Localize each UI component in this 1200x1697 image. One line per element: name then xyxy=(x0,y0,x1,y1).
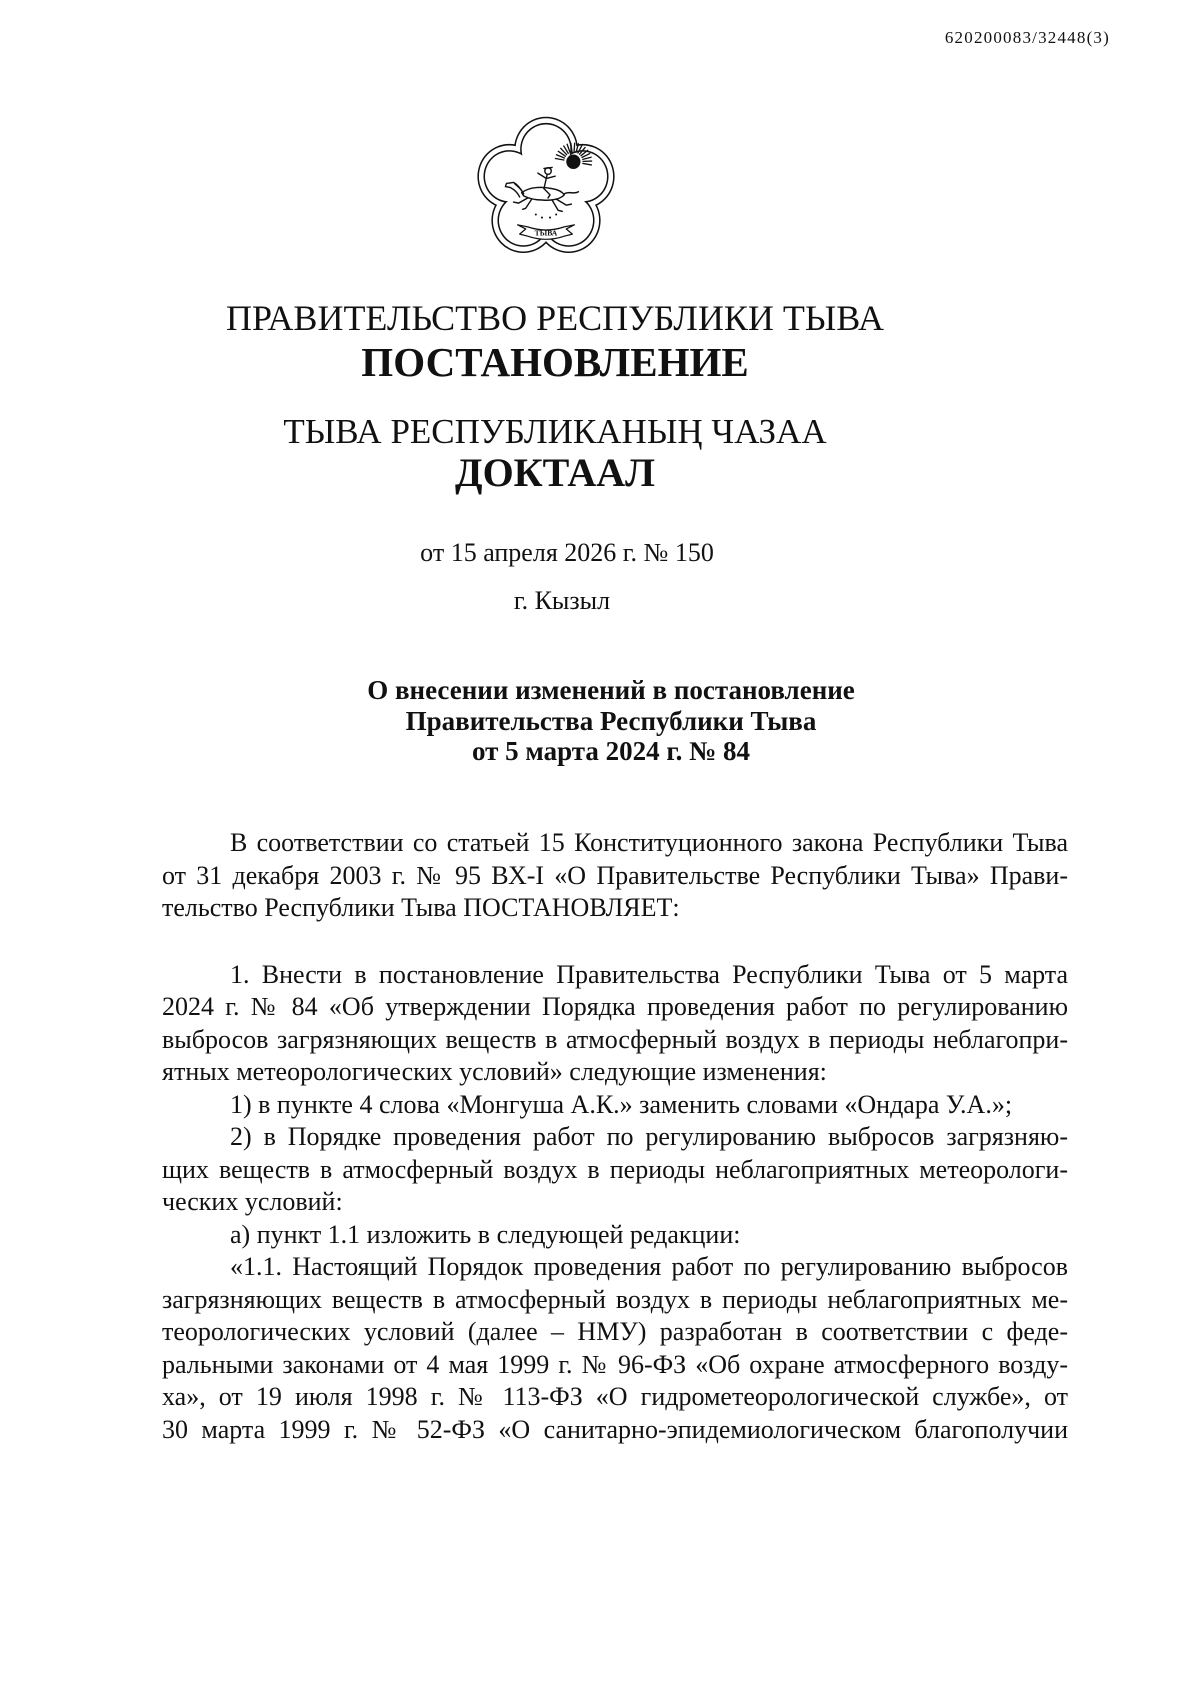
government-name-russian: ПРАВИТЕЛЬСТВО РЕСПУБЛИКИ ТЫВА xyxy=(226,298,884,338)
ornament-dot xyxy=(541,217,543,219)
title-line: от 5 марта 2024 г. № 84 xyxy=(472,736,750,766)
ribbon-text: ТЫВА xyxy=(534,228,558,238)
text-line: загрязняющих веществ в атмосферный воздух в периоды неблагоприятных ме- xyxy=(162,1284,1068,1314)
text-line: ральными законами от 4 мая 1999 г. № 96-ФЗ «Об охране атмосферного возду- xyxy=(162,1349,1068,1379)
title-line: Правительства Республики Тыва xyxy=(405,705,817,736)
text-line: теорологических условий (далее – НМУ) разработан в соответствии с феде- xyxy=(162,1317,1068,1346)
document-type-tuvan: ДОКТААЛ xyxy=(455,450,655,495)
text-line: выбросов загрязняющих веществ в атмосферный воздух в периоды неблагопри- xyxy=(162,1024,1068,1054)
text-line: тельство Республики Тыва ПОСТАНОВЛЯЕТ: xyxy=(162,893,680,922)
coat-of-arms-emblem xyxy=(475,110,617,260)
text-line: 2) в Порядке проведения работ по регулированию выбросов загрязняю- xyxy=(230,1122,1068,1151)
paragraph-quoted-1-1 xyxy=(162,1251,1068,1446)
document-reference-number: 620200083/32448(3) xyxy=(944,28,1110,47)
document-type-russian: ПОСТАНОВЛЕНИЕ xyxy=(361,339,749,385)
text-line: «1.1. Настоящий Порядок проведения работ по регулированию выбросов xyxy=(230,1252,1068,1281)
paragraph-preamble xyxy=(162,827,1068,925)
government-name-tuvan: ТЫВА РЕСПУБЛИКАНЫҢ ЧАЗАА xyxy=(283,412,827,451)
document-date-number: от 15 апреля 2026 г. № 150 xyxy=(420,538,714,567)
text-line: 2024 г. № 84 «Об утверждении Порядка проведения работ по регулированию xyxy=(162,992,1068,1021)
title-line: О внесении изменений в постановление xyxy=(367,675,855,705)
text-line: 1) в пункте 4 слова «Монгуша А.К.» заменить словами «Ондара У.А.»; xyxy=(230,1089,1013,1119)
emblem-sun xyxy=(566,154,580,168)
text-line: 1. Внести в постановление Правительства Республики Тыва от 5 марта xyxy=(230,959,1068,989)
sun-ray xyxy=(574,143,575,152)
rider-hat xyxy=(544,167,552,168)
paragraph-subitem-2 xyxy=(162,1121,1068,1219)
document-body xyxy=(162,827,1068,1446)
text-line: ческих условий: xyxy=(162,1187,343,1216)
text-line: ятных метеорологических условий» следующие изменения: xyxy=(162,1057,827,1086)
text-line: а) пункт 1.1 изложить в следующей редакции: xyxy=(230,1219,741,1249)
text-line: В соответствии со статьей 15 Конституционного закона Республики Тыва xyxy=(230,828,1068,857)
paragraph-subitem-a xyxy=(162,1219,1068,1252)
ornament-dot xyxy=(535,213,537,215)
paragraph-item-1 xyxy=(162,959,1068,1089)
text-line: щих веществ в атмосферный воздух в периоды неблагоприятных метеорологи- xyxy=(162,1154,1068,1184)
ornament-dot xyxy=(549,217,551,219)
document-title xyxy=(162,675,1060,767)
ornament-dot xyxy=(555,213,557,215)
text-line: ха», от 19 июля 1998 г. № 113-ФЗ «О гидрометеорологической службе», от xyxy=(162,1382,1068,1411)
document-city: г. Кызыл xyxy=(513,586,611,615)
paragraph-subitem-1 xyxy=(162,1089,1068,1122)
text-line: 30 марта 1999 г. № 52-ФЗ «О санитарно-эпидемиологическом благополучии xyxy=(162,1414,1068,1444)
text-line: от 31 декабря 2003 г. № 95 ВХ-I «О Правительстве Республики Тыва» Прави- xyxy=(162,860,1068,890)
